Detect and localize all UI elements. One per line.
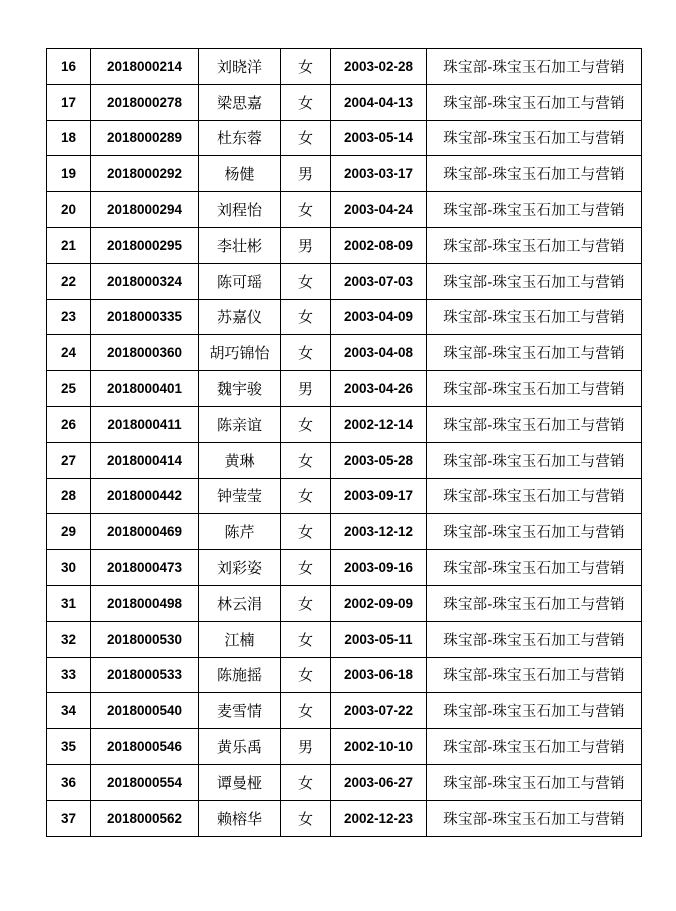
student-name-cell: 梁思嘉 (199, 84, 281, 120)
student-sex-cell: 女 (281, 406, 331, 442)
birth-date-cell: 2002-08-09 (331, 227, 427, 263)
student-id-cell: 2018000401 (91, 371, 199, 407)
student-name-cell: 刘程怡 (199, 192, 281, 228)
student-name-cell: 钟莹莹 (199, 478, 281, 514)
student-name-cell: 黄乐禹 (199, 729, 281, 765)
student-sex-cell: 男 (281, 729, 331, 765)
student-id-cell: 2018000540 (91, 693, 199, 729)
row-number-cell: 25 (47, 371, 91, 407)
student-sex-cell: 男 (281, 371, 331, 407)
birth-date-cell: 2002-12-23 (331, 800, 427, 836)
student-sex-cell: 女 (281, 84, 331, 120)
student-sex-cell: 女 (281, 478, 331, 514)
table-row (47, 657, 642, 693)
department-major-cell: 珠宝部-珠宝玉石加工与营销 (427, 621, 642, 657)
student-sex-cell: 女 (281, 120, 331, 156)
table-row (47, 227, 642, 263)
student-id-cell: 2018000278 (91, 84, 199, 120)
student-id-cell: 2018000414 (91, 442, 199, 478)
department-major-cell: 珠宝部-珠宝玉石加工与营销 (427, 192, 642, 228)
student-sex-cell: 女 (281, 621, 331, 657)
department-major-cell: 珠宝部-珠宝玉石加工与营销 (427, 478, 642, 514)
row-number-cell: 31 (47, 585, 91, 621)
birth-date-cell: 2003-06-18 (331, 657, 427, 693)
student-name-cell: 麦雪情 (199, 693, 281, 729)
student-id-cell: 2018000554 (91, 764, 199, 800)
student-sex-cell: 女 (281, 764, 331, 800)
department-major-cell: 珠宝部-珠宝玉石加工与营销 (427, 729, 642, 765)
student-name-cell: 陈可瑶 (199, 263, 281, 299)
student-name-cell: 陈施摇 (199, 657, 281, 693)
department-major-cell: 珠宝部-珠宝玉石加工与营销 (427, 406, 642, 442)
student-name-cell: 陈芹 (199, 514, 281, 550)
table-row (47, 406, 642, 442)
birth-date-cell: 2003-07-22 (331, 693, 427, 729)
birth-date-cell: 2003-05-11 (331, 621, 427, 657)
student-id-cell: 2018000469 (91, 514, 199, 550)
birth-date-cell: 2003-04-09 (331, 299, 427, 335)
table-row (47, 335, 642, 371)
student-id-cell: 2018000498 (91, 585, 199, 621)
student-sex-cell: 女 (281, 49, 331, 85)
student-sex-cell: 男 (281, 156, 331, 192)
row-number-cell: 24 (47, 335, 91, 371)
student-id-cell: 2018000473 (91, 550, 199, 586)
table-row (47, 800, 642, 836)
table-row (47, 550, 642, 586)
row-number-cell: 30 (47, 550, 91, 586)
row-number-cell: 26 (47, 406, 91, 442)
student-sex-cell: 女 (281, 657, 331, 693)
student-id-cell: 2018000295 (91, 227, 199, 263)
birth-date-cell: 2003-06-27 (331, 764, 427, 800)
birth-date-cell: 2002-10-10 (331, 729, 427, 765)
student-sex-cell: 女 (281, 263, 331, 299)
student-name-cell: 杨健 (199, 156, 281, 192)
table-row (47, 585, 642, 621)
birth-date-cell: 2003-03-17 (331, 156, 427, 192)
student-sex-cell: 女 (281, 800, 331, 836)
department-major-cell: 珠宝部-珠宝玉石加工与营销 (427, 335, 642, 371)
student-id-cell: 2018000442 (91, 478, 199, 514)
department-major-cell: 珠宝部-珠宝玉石加工与营销 (427, 800, 642, 836)
student-id-cell: 2018000294 (91, 192, 199, 228)
department-major-cell: 珠宝部-珠宝玉石加工与营销 (427, 299, 642, 335)
table-row (47, 764, 642, 800)
department-major-cell: 珠宝部-珠宝玉石加工与营销 (427, 156, 642, 192)
table-row (47, 84, 642, 120)
birth-date-cell: 2003-09-16 (331, 550, 427, 586)
birth-date-cell: 2003-02-28 (331, 49, 427, 85)
birth-date-cell: 2003-09-17 (331, 478, 427, 514)
department-major-cell: 珠宝部-珠宝玉石加工与营销 (427, 693, 642, 729)
department-major-cell: 珠宝部-珠宝玉石加工与营销 (427, 764, 642, 800)
row-number-cell: 19 (47, 156, 91, 192)
table-row (47, 49, 642, 85)
department-major-cell: 珠宝部-珠宝玉石加工与营销 (427, 550, 642, 586)
student-sex-cell: 女 (281, 299, 331, 335)
department-major-cell: 珠宝部-珠宝玉石加工与营销 (427, 657, 642, 693)
table-row (47, 442, 642, 478)
student-name-cell: 李壮彬 (199, 227, 281, 263)
student-name-cell: 刘彩姿 (199, 550, 281, 586)
student-id-cell: 2018000335 (91, 299, 199, 335)
birth-date-cell: 2003-12-12 (331, 514, 427, 550)
birth-date-cell: 2003-04-08 (331, 335, 427, 371)
student-id-cell: 2018000533 (91, 657, 199, 693)
row-number-cell: 18 (47, 120, 91, 156)
student-name-cell: 江楠 (199, 621, 281, 657)
birth-date-cell: 2003-04-26 (331, 371, 427, 407)
student-name-cell: 苏嘉仪 (199, 299, 281, 335)
department-major-cell: 珠宝部-珠宝玉石加工与营销 (427, 49, 642, 85)
student-name-cell: 杜东蓉 (199, 120, 281, 156)
student-sex-cell: 女 (281, 514, 331, 550)
student-name-cell: 陈亲谊 (199, 406, 281, 442)
student-sex-cell: 女 (281, 442, 331, 478)
student-id-cell: 2018000289 (91, 120, 199, 156)
row-number-cell: 29 (47, 514, 91, 550)
table-row (47, 299, 642, 335)
table-row (47, 478, 642, 514)
table-row (47, 729, 642, 765)
row-number-cell: 35 (47, 729, 91, 765)
table-row (47, 156, 642, 192)
roster-body (47, 49, 642, 837)
student-id-cell: 2018000360 (91, 335, 199, 371)
row-number-cell: 27 (47, 442, 91, 478)
row-number-cell: 20 (47, 192, 91, 228)
birth-date-cell: 2003-05-28 (331, 442, 427, 478)
department-major-cell: 珠宝部-珠宝玉石加工与营销 (427, 227, 642, 263)
student-name-cell: 胡巧锦怡 (199, 335, 281, 371)
table-row (47, 371, 642, 407)
row-number-cell: 32 (47, 621, 91, 657)
student-id-cell: 2018000546 (91, 729, 199, 765)
table-row (47, 621, 642, 657)
student-name-cell: 谭曼桠 (199, 764, 281, 800)
student-name-cell: 黄琳 (199, 442, 281, 478)
student-sex-cell: 女 (281, 693, 331, 729)
row-number-cell: 22 (47, 263, 91, 299)
row-number-cell: 37 (47, 800, 91, 836)
student-sex-cell: 男 (281, 227, 331, 263)
student-id-cell: 2018000292 (91, 156, 199, 192)
birth-date-cell: 2003-04-24 (331, 192, 427, 228)
table-row (47, 263, 642, 299)
department-major-cell: 珠宝部-珠宝玉石加工与营销 (427, 371, 642, 407)
row-number-cell: 36 (47, 764, 91, 800)
birth-date-cell: 2004-04-13 (331, 84, 427, 120)
student-sex-cell: 女 (281, 192, 331, 228)
student-id-cell: 2018000324 (91, 263, 199, 299)
birth-date-cell: 2002-12-14 (331, 406, 427, 442)
student-name-cell: 魏宇骏 (199, 371, 281, 407)
row-number-cell: 34 (47, 693, 91, 729)
row-number-cell: 28 (47, 478, 91, 514)
student-id-cell: 2018000562 (91, 800, 199, 836)
row-number-cell: 23 (47, 299, 91, 335)
row-number-cell: 33 (47, 657, 91, 693)
birth-date-cell: 2002-09-09 (331, 585, 427, 621)
department-major-cell: 珠宝部-珠宝玉石加工与营销 (427, 514, 642, 550)
table-row (47, 514, 642, 550)
student-id-cell: 2018000214 (91, 49, 199, 85)
student-name-cell: 林云涓 (199, 585, 281, 621)
birth-date-cell: 2003-07-03 (331, 263, 427, 299)
student-name-cell: 赖榕华 (199, 800, 281, 836)
row-number-cell: 17 (47, 84, 91, 120)
student-sex-cell: 女 (281, 335, 331, 371)
table-row (47, 120, 642, 156)
department-major-cell: 珠宝部-珠宝玉石加工与营销 (427, 263, 642, 299)
department-major-cell: 珠宝部-珠宝玉石加工与营销 (427, 84, 642, 120)
student-sex-cell: 女 (281, 585, 331, 621)
student-roster-table (46, 48, 642, 837)
department-major-cell: 珠宝部-珠宝玉石加工与营销 (427, 120, 642, 156)
student-id-cell: 2018000411 (91, 406, 199, 442)
row-number-cell: 16 (47, 49, 91, 85)
student-sex-cell: 女 (281, 550, 331, 586)
student-id-cell: 2018000530 (91, 621, 199, 657)
department-major-cell: 珠宝部-珠宝玉石加工与营销 (427, 585, 642, 621)
table-row (47, 693, 642, 729)
birth-date-cell: 2003-05-14 (331, 120, 427, 156)
row-number-cell: 21 (47, 227, 91, 263)
department-major-cell: 珠宝部-珠宝玉石加工与营销 (427, 442, 642, 478)
table-row (47, 192, 642, 228)
student-name-cell: 刘晓洋 (199, 49, 281, 85)
